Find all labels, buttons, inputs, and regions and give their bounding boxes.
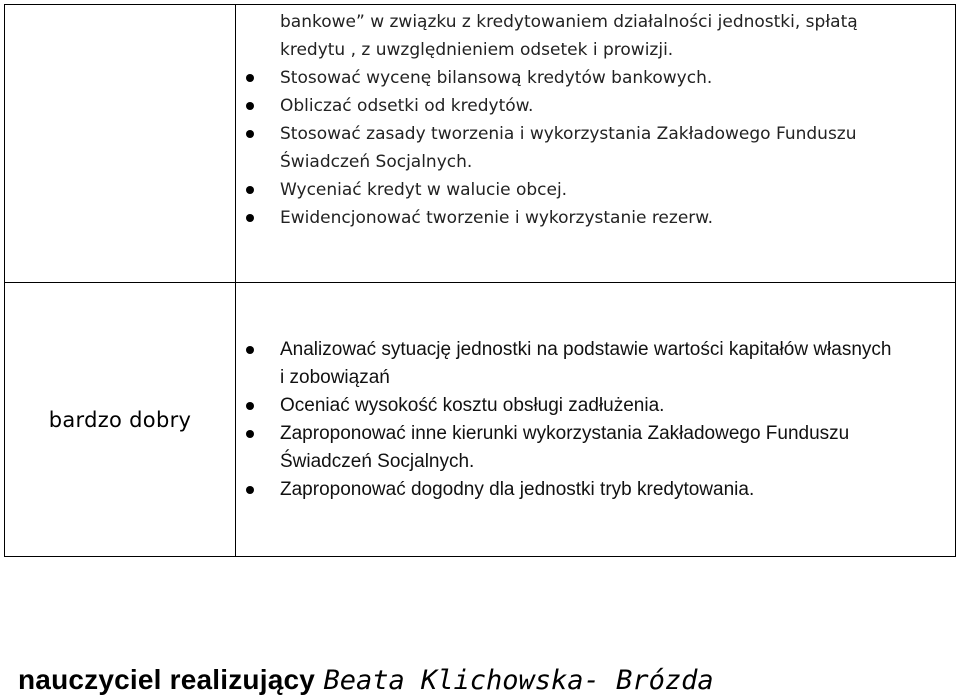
list-item — [236, 176, 955, 204]
list-item-text: Stosować wycenę bilansową kredytów bankowych. — [280, 68, 713, 88]
bullet-icon — [246, 430, 254, 438]
bullet-icon — [246, 346, 254, 354]
continuation-line: kredytu , z uwzględnieniem odsetek i prowizji. — [280, 40, 674, 60]
table-row — [4, 4, 956, 283]
list-item — [236, 336, 955, 392]
requirements-cell — [236, 5, 955, 282]
list-item-text: Wyceniać kredyt w walucie obcej. — [280, 180, 568, 200]
list-item-text: Obliczać odsetki od kredytów. — [280, 96, 534, 116]
list-item-text: Analizować sytuację jednostki na podstawie wartości kapitałów własnych — [280, 338, 892, 360]
bullet-icon — [246, 214, 254, 222]
list-item-text: Zaproponować dogodny dla jednostki tryb kredytowania. — [280, 478, 755, 500]
bullet-icon — [246, 486, 254, 494]
list-item-text: Zaproponować inne kierunki wykorzystania Zakładowego Funduszu — [280, 422, 850, 444]
list-item — [236, 92, 955, 120]
list-item-text: Stosować zasady tworzenia i wykorzystania Zakładowego Funduszu — [280, 124, 857, 144]
list-item — [236, 120, 955, 176]
grade-cell: bardzo dobry — [5, 283, 236, 556]
list-item-text: Świadczeń Socjalnych. — [280, 152, 473, 172]
list-item-text: Oceniać wysokość kosztu obsługi zadłużenia. — [280, 394, 665, 416]
list-item — [236, 64, 955, 92]
list-item — [236, 420, 955, 476]
list-item-text: Ewidencjonować tworzenie i wykorzystanie rezerw. — [280, 208, 714, 228]
teacher-label: nauczyciel realizujący — [18, 664, 316, 695]
table-row — [4, 283, 956, 557]
bullet-icon — [246, 186, 254, 194]
grading-table — [4, 4, 956, 557]
bullet-icon — [246, 402, 254, 410]
list-item — [236, 204, 955, 232]
bullet-icon — [246, 74, 254, 82]
requirements-cell — [236, 283, 955, 556]
list-item-text: i zobowiązań — [280, 366, 390, 388]
bullet-icon — [246, 102, 254, 110]
continuation-line: bankowe” w związku z kredytowaniem działalności jednostki, spłatą — [280, 12, 858, 32]
list-item-text: Świadczeń Socjalnych. — [280, 450, 475, 472]
list-item — [236, 392, 955, 420]
teacher-name: Beata Klichowska- Brózda — [323, 665, 714, 696]
teacher-signature-line — [18, 664, 714, 696]
grade-cell — [5, 5, 236, 282]
bullet-icon — [246, 130, 254, 138]
list-item — [236, 476, 955, 504]
